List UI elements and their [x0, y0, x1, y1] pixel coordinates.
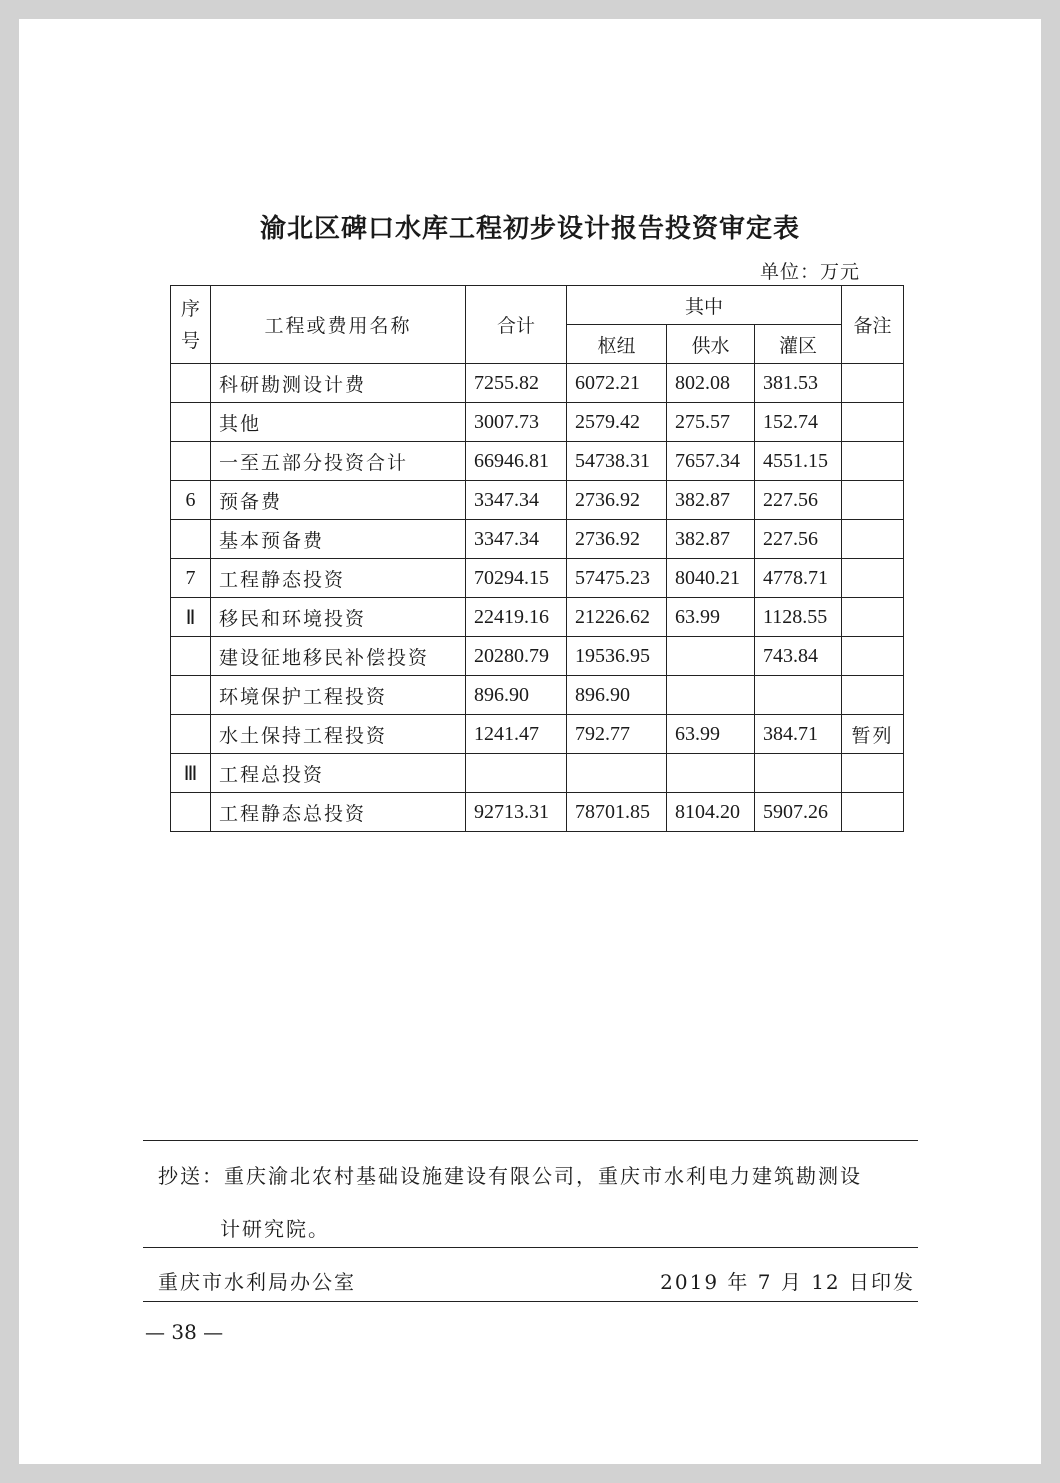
cell-total: 92713.31: [466, 793, 567, 832]
cell-total: 66946.81: [466, 442, 567, 481]
header-row-1: [171, 286, 904, 325]
unit-label: 单位：万元: [760, 261, 861, 283]
cell-irrigation: 1128.55: [755, 598, 842, 637]
cell-hub: [567, 754, 667, 793]
cell-total: 20280.79: [466, 637, 567, 676]
cell-total: 7255.82: [466, 364, 567, 403]
cell-seq: [171, 793, 211, 832]
cell-seq: Ⅱ: [171, 598, 211, 637]
issuer: 重庆市水利局办公室: [158, 1270, 356, 1294]
investment-table: [170, 285, 904, 832]
cell-irrigation: [755, 676, 842, 715]
cell-supply: 8040.21: [667, 559, 755, 598]
cell-seq: 7: [171, 559, 211, 598]
cell-hub: 54738.31: [567, 442, 667, 481]
cell-name: 环境保护工程投资: [211, 676, 466, 715]
issue-date: 2019 年 7 月 12 日印发: [660, 1270, 915, 1294]
cell-hub: 896.90: [567, 676, 667, 715]
table-row-4: [171, 481, 904, 520]
cc-line-2: 计研究院。: [220, 1217, 330, 1241]
cell-hub: 21226.62: [567, 598, 667, 637]
cell-irrigation: 4551.15: [755, 442, 842, 481]
cell-seq: [171, 715, 211, 754]
cell-irrigation: 227.56: [755, 481, 842, 520]
cell-name: 工程静态投资: [211, 559, 466, 598]
cell-supply: [667, 637, 755, 676]
cell-seq: Ⅲ: [171, 754, 211, 793]
footer-rule-middle: [143, 1247, 918, 1248]
cell-hub: 2736.92: [567, 481, 667, 520]
cell-irrigation: 4778.71: [755, 559, 842, 598]
header-hub: 枢纽: [567, 325, 667, 364]
document-title: 渝北区碑口水库工程初步设计报告投资审定表: [259, 214, 800, 244]
footer-rule-top: [143, 1140, 918, 1141]
cell-seq: 6: [171, 481, 211, 520]
header-seq-char-1: 序: [180, 297, 200, 320]
cell-irrigation: 384.71: [755, 715, 842, 754]
cell-total: 70294.15: [466, 559, 567, 598]
header-name: 工程或费用名称: [211, 286, 466, 364]
cc-line-1: 抄送：重庆渝北农村基础设施建设有限公司，重庆市水利电力建筑勘测设: [158, 1164, 862, 1188]
table-row-5: [171, 520, 904, 559]
cell-note: [842, 559, 904, 598]
cell-note: [842, 793, 904, 832]
cell-supply: 382.87: [667, 520, 755, 559]
table-row-3: [171, 442, 904, 481]
cell-name: 其他: [211, 403, 466, 442]
cell-seq: [171, 403, 211, 442]
cell-total: 3347.34: [466, 520, 567, 559]
cell-supply: 8104.20: [667, 793, 755, 832]
header-seq-char-2: 号: [180, 329, 200, 352]
cell-irrigation: 227.56: [755, 520, 842, 559]
cell-note: [842, 364, 904, 403]
cell-total: 896.90: [466, 676, 567, 715]
table-row-2: [171, 403, 904, 442]
cell-hub: 57475.23: [567, 559, 667, 598]
header-total: 合计: [466, 286, 567, 364]
table-row-10: [171, 715, 904, 754]
cell-name: 一至五部分投资合计: [211, 442, 466, 481]
cell-hub: 2579.42: [567, 403, 667, 442]
table-row-11: [171, 754, 904, 793]
cell-supply: 63.99: [667, 715, 755, 754]
page-number: — 38 —: [145, 1320, 224, 1344]
cell-seq: [171, 442, 211, 481]
cell-seq: [171, 676, 211, 715]
header-note: 备注: [842, 286, 904, 364]
table-row-7: [171, 598, 904, 637]
cell-name: 预备费: [211, 481, 466, 520]
cell-irrigation: 152.74: [755, 403, 842, 442]
cell-irrigation: [755, 754, 842, 793]
cell-name: 建设征地移民补偿投资: [211, 637, 466, 676]
cell-supply: 382.87: [667, 481, 755, 520]
cell-hub: 78701.85: [567, 793, 667, 832]
cell-note: 暂列: [842, 715, 904, 754]
cell-seq: [171, 520, 211, 559]
cell-name: 科研勘测设计费: [211, 364, 466, 403]
cell-total: 1241.47: [466, 715, 567, 754]
header-seq: [171, 286, 211, 364]
cell-total: 3007.73: [466, 403, 567, 442]
cell-total: [466, 754, 567, 793]
cell-note: [842, 637, 904, 676]
cell-name: 工程总投资: [211, 754, 466, 793]
table-row-12: [171, 793, 904, 832]
cell-note: [842, 403, 904, 442]
table-row-8: [171, 637, 904, 676]
header-supply: 供水: [667, 325, 755, 364]
cell-irrigation: 5907.26: [755, 793, 842, 832]
cell-supply: 7657.34: [667, 442, 755, 481]
cell-note: [842, 442, 904, 481]
cell-supply: 275.57: [667, 403, 755, 442]
header-group: 其中: [567, 286, 842, 325]
cell-name: 移民和环境投资: [211, 598, 466, 637]
cell-supply: 802.08: [667, 364, 755, 403]
footer-rule-bottom: [143, 1301, 918, 1302]
cell-hub: 2736.92: [567, 520, 667, 559]
cell-note: [842, 481, 904, 520]
cell-supply: [667, 754, 755, 793]
table-row-1: [171, 364, 904, 403]
header-irrigation: 灌区: [755, 325, 842, 364]
cell-seq: [171, 364, 211, 403]
cell-note: [842, 754, 904, 793]
cell-note: [842, 676, 904, 715]
cell-hub: 6072.21: [567, 364, 667, 403]
cell-seq: [171, 637, 211, 676]
cell-note: [842, 598, 904, 637]
cell-hub: 792.77: [567, 715, 667, 754]
table-row-6: [171, 559, 904, 598]
table-row-9: [171, 676, 904, 715]
cell-name: 基本预备费: [211, 520, 466, 559]
cell-name: 水土保持工程投资: [211, 715, 466, 754]
cell-note: [842, 520, 904, 559]
cell-total: 3347.34: [466, 481, 567, 520]
cell-hub: 19536.95: [567, 637, 667, 676]
cell-supply: [667, 676, 755, 715]
cell-supply: 63.99: [667, 598, 755, 637]
cell-name: 工程静态总投资: [211, 793, 466, 832]
cell-irrigation: 743.84: [755, 637, 842, 676]
cell-irrigation: 381.53: [755, 364, 842, 403]
cell-total: 22419.16: [466, 598, 567, 637]
